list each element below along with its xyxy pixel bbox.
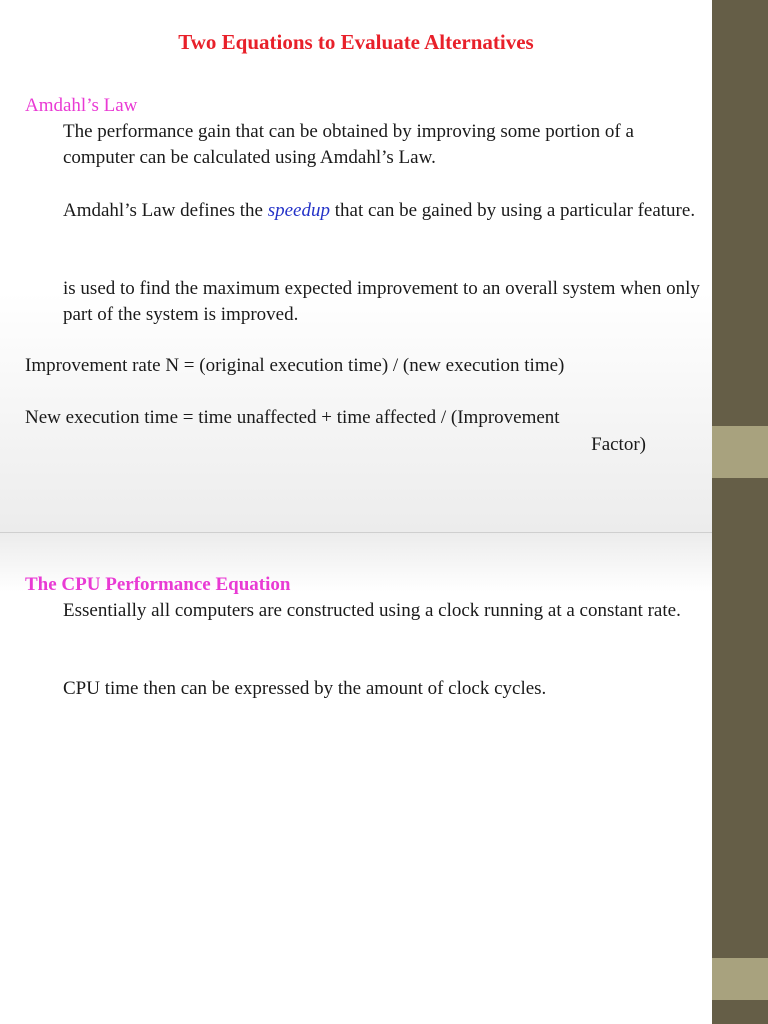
sidebar-accent-top [712, 426, 768, 478]
amdahl-paragraph-3: is used to find the maximum expected improvement to an overall system when only part of the system is improved. [63, 278, 700, 325]
speedup-emphasis: speedup [267, 200, 330, 221]
amdahl-paragraph-2-end: that can be gained by using a particular feature. [330, 200, 696, 221]
new-execution-time-formula: New execution time = time unaffected + time affected / (Improvement [25, 407, 560, 428]
amdahls-law-heading: Amdahl’s Law [25, 95, 138, 116]
cpu-paragraph-1: Essentially all computers are constructed using a clock running at a constant rate. [63, 600, 681, 621]
new-execution-time-formula-continued: Factor) [591, 434, 646, 455]
cpu-paragraph-2: CPU time then can be expressed by the amount of clock cycles. [63, 678, 547, 699]
improvement-rate-formula: Improvement rate N = (original execution time) / (new execution time) [25, 355, 565, 376]
slide-title: Two Equations to Evaluate Alternatives [178, 30, 534, 54]
amdahl-paragraph-2-start: Amdahl’s Law defines the [63, 200, 268, 221]
sidebar-accent-bottom [712, 958, 768, 1000]
sidebar-bar [712, 0, 768, 1024]
amdahl-paragraph-1: The performance gain that can be obtained by improving some portion of a computer can be calculated using Amdahl’s Law. [63, 121, 634, 168]
cpu-performance-heading: The CPU Performance Equation [25, 574, 291, 595]
amdahl-paragraph-2 [63, 198, 703, 224]
